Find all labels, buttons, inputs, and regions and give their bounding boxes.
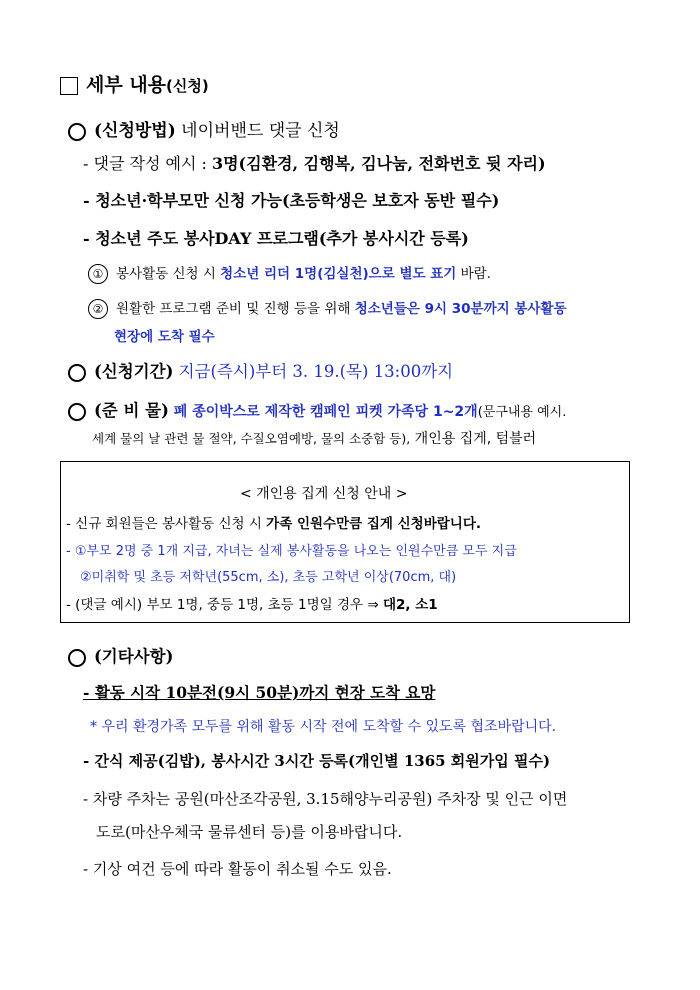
period-row	[68, 358, 453, 382]
prep-line-2	[92, 428, 536, 448]
section-header	[60, 70, 209, 97]
weather-text: - 기상 여건 등에 따라 활동이 취소될 수도 있음.	[83, 860, 392, 878]
misc-row	[68, 643, 173, 667]
note-1-number: ①	[88, 264, 108, 284]
note-1-text-c: 바람.	[456, 266, 491, 282]
parking-line-2: 도로(마산우체국 물류센터 등)를 이용바랍니다.	[96, 823, 403, 841]
arrive-text-underlined: - 활동 시작 10분전(9시 50분)까지 현장 도착 요망	[83, 683, 436, 702]
section-title: 세부 내용	[86, 74, 167, 96]
misc-label: (기타사항)	[94, 647, 174, 666]
notice-line-1	[66, 512, 481, 532]
circle-bullet-icon	[68, 123, 86, 141]
apply-method-row	[68, 116, 340, 141]
note-2-row	[88, 297, 567, 319]
apply-method-label: (신청방법)	[94, 121, 176, 141]
circle-bullet-icon	[68, 403, 86, 421]
section-title-suffix: (신청)	[166, 77, 209, 95]
period-text: 지금(즉시)부터 3. 19.(목) 13:00까지	[173, 362, 454, 381]
notice-box-title: < 개인용 집게 신청 안내 >	[240, 486, 408, 502]
arrive-text	[83, 681, 435, 703]
arrive-note: * 우리 환경가족 모두를 위해 활동 시작 전에 도착할 수 있도록 협조바랍니다.	[90, 719, 557, 735]
note-1-highlight: 청소년 리더 1명(김실천)으로 별도 표기	[220, 266, 457, 282]
prep-example-start: (문구내용 예시.	[477, 405, 567, 420]
comment-example-row	[83, 151, 546, 174]
note-2-continuation: 현장에 도착 필수	[114, 329, 215, 345]
notice-line-1-text: - 신규 회원들은 봉사활동 신청 시	[66, 516, 267, 532]
comment-example-prefix: - 댓글 작성 예시 :	[83, 154, 212, 173]
circle-bullet-icon	[68, 649, 86, 667]
comment-example-text: 3명(김환경, 김행복, 김나눔, 전화번호 뒷 자리)	[211, 154, 546, 173]
period-label: (신청기간)	[94, 362, 174, 381]
apply-method-text: 네이버밴드 댓글 신청	[175, 121, 340, 141]
parking-line-1: - 차량 주차는 공원(마산조각공원, 3.15해양누리공원) 주차장 및 인근 이면	[83, 790, 568, 808]
snack-text: - 간식 제공(김밥), 봉사시간 3시간 등록(개인별 1365 회원가입 필수)	[83, 752, 551, 770]
program-text: - 청소년 주도 봉사DAY 프로그램(추가 봉사시간 등록)	[83, 229, 469, 248]
prep-label: (준 비 물)	[94, 401, 169, 420]
notice-line-4-highlight: 대2, 소1	[382, 597, 438, 613]
note-2-number: ②	[88, 299, 108, 319]
circle-bullet-icon	[68, 364, 86, 382]
prep-items: 개인용 집게, 텀블러	[410, 431, 537, 447]
note-1-row	[88, 262, 491, 284]
prep-row	[68, 397, 566, 421]
notice-line-4-text: - (댓글 예시) 부모 1명, 중등 1명, 초등 1명일 경우 ⇒	[66, 597, 383, 613]
note-2-highlight: 청소년들은 9시 30분까지 봉사활동	[354, 301, 567, 317]
notice-line-2: - ①부모 2명 중 1개 지급, 자녀는 실제 봉사활동을 나오는 인원수만큼 모두 지급	[66, 544, 517, 559]
checkbox-square-icon	[60, 77, 78, 95]
notice-line-4	[66, 593, 438, 613]
prep-example-continued: 세계 물의 날 관련 물 절약, 수질오염예방, 물의 소중함 등),	[92, 431, 411, 446]
eligibility-text: - 청소년·학부모만 신청 가능(초등학생은 보호자 동반 필수)	[83, 191, 500, 210]
note-1-text-a: 봉사활동 신청 시	[116, 266, 221, 282]
notice-line-1-highlight: 가족 인원수만큼 집게 신청바랍니다.	[266, 516, 481, 532]
note-2-text-a: 원활한 프로그램 준비 및 진행 등을 위해	[116, 301, 355, 317]
prep-highlight: 폐 종이박스로 제작한 캠페인 피켓 가족당 1~2개	[168, 404, 478, 420]
notice-line-3: ②미취학 및 초등 저학년(55cm, 소), 초등 고학년 이상(70cm, 대)	[80, 570, 457, 585]
